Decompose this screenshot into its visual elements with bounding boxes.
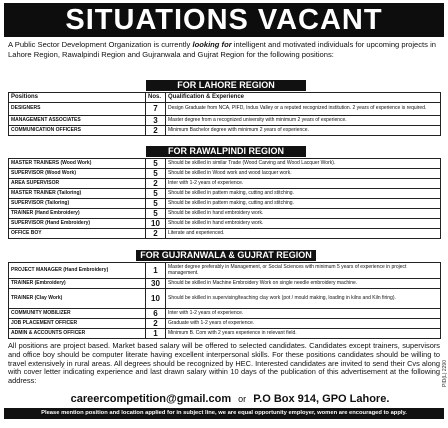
position-count: 5: [146, 169, 166, 179]
position-name: MANAGEMENT ASSOCIATES: [9, 116, 146, 126]
position-name: SUPERVISOR (Hand Embroidery): [9, 219, 146, 229]
table-row: [9, 126, 441, 136]
table-row: [9, 179, 441, 189]
position-qualification: Should be skilled in similar Trade (Wood Carving and Wood Lacquer Work).: [166, 159, 441, 169]
table-row: [9, 229, 441, 239]
position-count: 7: [146, 103, 166, 116]
position-name: COMMUNITY MOBILIZER: [9, 309, 146, 319]
table-row: [9, 263, 441, 279]
position-qualification: Should be skilled in pattern making, cutting and stitching.: [166, 189, 441, 199]
side-code: PID(L) 2290: [442, 360, 448, 387]
position-qualification: Should be skilled in hand embroidery work.: [166, 219, 441, 229]
position-count: 3: [146, 116, 166, 126]
position-qualification: Should be skilled in hand embroidery work.: [166, 209, 441, 219]
position-name: TRAINER (Embroidery): [9, 279, 146, 289]
table-row: [9, 329, 441, 339]
table-row: [9, 289, 441, 309]
position-qualification: Graduate with 1-2 years of experience.: [166, 319, 441, 329]
position-name: COMMUNICATION OFFICERS: [9, 126, 146, 136]
table-row: [9, 279, 441, 289]
table-row: [9, 219, 441, 229]
table-header-row: [9, 93, 441, 103]
intro-post: intelligent and motivated individuals for upcoming projects in Lahore Region, Rawalpindi Region and Gujranwala and Gujrat Region for the following positions:: [8, 40, 436, 59]
position-count: 10: [146, 219, 166, 229]
contact-or: or: [238, 394, 247, 404]
contact-po-box: P.O Box 914, GPO Lahore.: [253, 393, 390, 405]
position-qualification: Should be skilled in Machine Embroidery Work on single needle embroidery machine.: [166, 279, 441, 289]
position-qualification: Should be skilled in Wood work and wood lacquer work.: [166, 169, 441, 179]
table-row: [9, 116, 441, 126]
intro-paragraph: [8, 40, 440, 59]
position-name: MASTER TRAINERS (Wood Work): [9, 159, 146, 169]
position-name: JOB PLACEMENT OFFICER: [9, 319, 146, 329]
position-count: 1: [146, 263, 166, 279]
table-lahore: [8, 92, 441, 136]
bottom-notice: Please mention position and location applied for in subject line, we are equal opportunity employer, women are encouraged to apply.: [4, 408, 444, 419]
table-row: [9, 319, 441, 329]
position-name: ADMIN & ACCOUNTS OFFICER: [9, 329, 146, 339]
table-row: [9, 159, 441, 169]
position-count: 6: [146, 309, 166, 319]
intro-emphasis: looking for: [192, 40, 232, 49]
terms-paragraph: All positions are project based. Market based salary will be offered to selected candidates. Candidates except trainers, supervisors and office boy should be computer literate having excellent interpersonal skills. For these positions candidates should be willing to travel extensively in rural areas. All degrees should be recognized by HEC. Interested candidates are invited to send their Cvs along with cover letter indicating experience and last drawn salary within 10 days of the publication of this advertisement at the following address:: [8, 341, 440, 386]
contact-line: [40, 393, 420, 405]
position-qualification: Inter with 1-2 years of experience.: [166, 309, 441, 319]
table-row: [9, 199, 441, 209]
position-qualification: Minimum Bachelor degree with minimum 2 years of experience.: [166, 126, 441, 136]
table-rawalpindi: [8, 158, 441, 239]
position-name: SUPERVISOR (Wood Work): [9, 169, 146, 179]
position-count: 2: [146, 229, 166, 239]
table-row: [9, 103, 441, 116]
header-nos: Nos.: [146, 93, 166, 103]
position-qualification: Should be skilled in supervising/teaching clay work (pot / mould making, loading in kilns and Kiln firing).: [166, 289, 441, 309]
intro-pre: A Public Sector Development Organization is currently: [8, 40, 193, 49]
table-row: [9, 309, 441, 319]
position-count: 1: [146, 329, 166, 339]
position-count: 2: [146, 179, 166, 189]
position-qualification: Minimum B. Com with 2 years experience in relevant field.: [166, 329, 441, 339]
region-header-gujranwala-gujrat: FOR GUJRANWALA & GUJRAT REGION: [136, 250, 316, 261]
position-count: 2: [146, 319, 166, 329]
position-name: TRAINER (Hand Embroidery): [9, 209, 146, 219]
position-count: 30: [146, 279, 166, 289]
position-qualification: Master degree preferably in Management, or Social Sciences with minimum 5 years of experience in project management.: [166, 263, 441, 279]
table-row: [9, 169, 441, 179]
position-count: 5: [146, 199, 166, 209]
table-row: [9, 189, 441, 199]
position-qualification: Literate and experienced.: [166, 229, 441, 239]
contact-email[interactable]: careercompetition@gmail.com: [70, 393, 232, 405]
position-count: 5: [146, 159, 166, 169]
table-row: [9, 209, 441, 219]
position-name: AREA SUPERVISOR: [9, 179, 146, 189]
position-count: 5: [146, 189, 166, 199]
ad-title: SITUATIONS VACANT: [4, 3, 444, 37]
table-gujranwala-gujrat: [8, 262, 441, 339]
header-qualification: Qualification & Experience: [166, 93, 441, 103]
position-name: OFFICE BOY: [9, 229, 146, 239]
position-count: 5: [146, 209, 166, 219]
position-qualification: Master degree from a recognized university with minimum 2 years of experience.: [166, 116, 441, 126]
position-name: DESIGNERS: [9, 103, 146, 116]
position-qualification: Should be skilled in pattern making, cutting and stitching.: [166, 199, 441, 209]
region-header-lahore: FOR LAHORE REGION: [146, 80, 306, 91]
position-count: 10: [146, 289, 166, 309]
region-header-rawalpindi: FOR RAWALPINDI REGION: [146, 146, 306, 157]
position-name: SUPERVISOR (Tailoring): [9, 199, 146, 209]
position-count: 2: [146, 126, 166, 136]
position-name: TRAINER (Clay Work): [9, 289, 146, 309]
header-positions: Positions: [9, 93, 146, 103]
position-qualification: Inter with 1-2 years of experience.: [166, 179, 441, 189]
position-name: PROJECT MANAGER (Hand Embroidery): [9, 263, 146, 279]
position-name: MASTER TRAINER (Tailoring): [9, 189, 146, 199]
position-qualification: Design Graduate from NCA, PIFD, Indus Valley or a reputed recognized institution. 2 years of experience is required.: [166, 103, 441, 116]
